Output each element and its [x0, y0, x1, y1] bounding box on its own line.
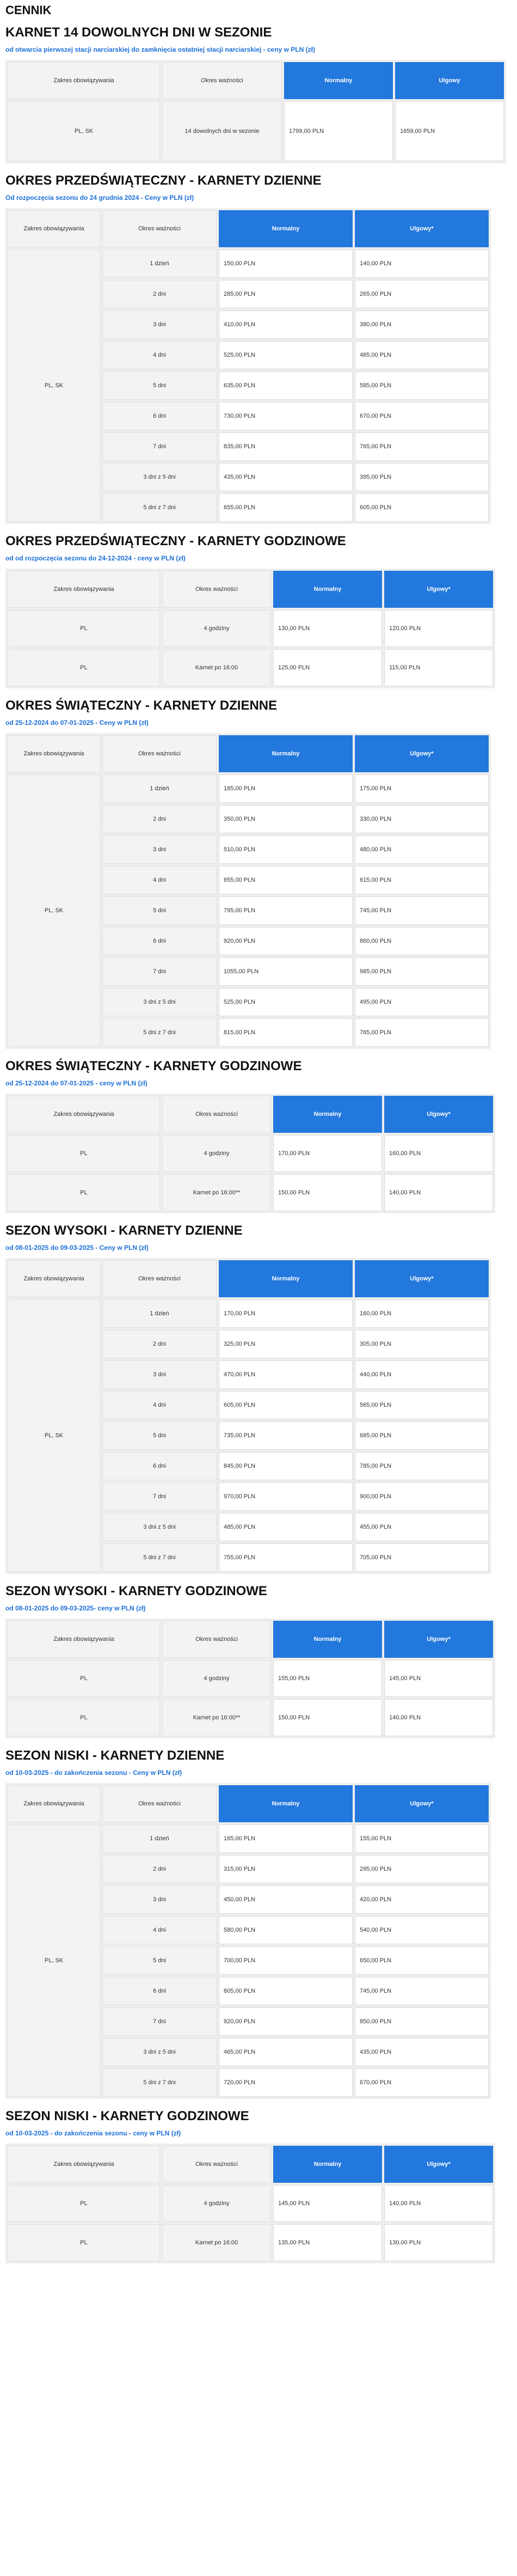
section-subtitle: od 08-01-2025 do 09-03-2025 - Ceny w PLN (zł) [5, 1244, 149, 1252]
period-cell: 7 dni [102, 1482, 217, 1511]
normal-price-cell: 605,00 PLN [219, 1391, 353, 1419]
header-normal: Normalny [219, 1260, 353, 1297]
zone-cell: PL [8, 1174, 160, 1211]
normal-price-cell: 145,00 PLN [273, 2185, 382, 2222]
table-row [8, 249, 489, 278]
normal-price-cell: 730,00 PLN [219, 402, 353, 430]
header-period: Okres ważności [102, 1260, 217, 1297]
section-subtitle: od 25-12-2024 do 07-01-2025 - ceny w PLN (zł) [5, 1079, 147, 1087]
table-row [8, 610, 493, 647]
reduced-price-cell: 295,00 PLN [355, 1855, 489, 1883]
reduced-price-cell: 860,00 PLN [355, 927, 489, 955]
price-table [5, 733, 491, 1049]
period-cell: 4 dni [102, 1916, 217, 1944]
reduced-price-cell: 175,00 PLN [355, 774, 489, 803]
section-title: SEZON NISKI - KARNETY GODZINOWE [5, 2109, 249, 2123]
table-row [8, 2224, 493, 2261]
normal-price-cell: 1799,00 PLN [284, 101, 393, 161]
period-cell: 3 dni z 5 dni [102, 2038, 217, 2066]
normal-price-cell: 150,00 PLN [273, 1174, 382, 1211]
reduced-price-cell: 140,00 PLN [384, 1699, 493, 1736]
normal-price-cell: 450,00 PLN [219, 1885, 353, 1914]
price-section [5, 2109, 512, 2263]
reduced-price-cell: 765,00 PLN [355, 432, 489, 461]
table-row [8, 1174, 493, 1211]
section-title: OKRES PRZEDŚWIĄTECZNY - KARNETY DZIENNE [5, 173, 322, 188]
reduced-price-cell: 670,00 PLN [355, 402, 489, 430]
header-normal: Normalny [273, 1621, 382, 1658]
table-row [8, 1699, 493, 1736]
section-subtitle: od 10-03-2025 - do zakończenia sezonu - ceny w PLN (zł) [5, 2129, 181, 2137]
period-cell: 4 dni [102, 341, 217, 369]
reduced-price-cell: 155,00 PLN [355, 1824, 489, 1853]
reduced-price-cell: 685,00 PLN [355, 1421, 489, 1450]
normal-price-cell: 805,00 PLN [219, 1977, 353, 2005]
period-cell: 6 dni [102, 927, 217, 955]
reduced-price-cell: 440,00 PLN [355, 1360, 489, 1389]
header-zone: Zakres obowiązywania [8, 1621, 160, 1658]
period-cell: 3 dni z 5 dni [102, 988, 217, 1016]
reduced-price-cell: 495,00 PLN [355, 988, 489, 1016]
period-cell: 7 dni [102, 957, 217, 986]
table-row [8, 774, 489, 803]
zone-cell: PL [8, 1660, 160, 1697]
period-cell: 5 dni [102, 896, 217, 925]
table-header-row [8, 1785, 489, 1822]
table-header-row [8, 1260, 489, 1297]
reduced-price-cell: 785,00 PLN [355, 1452, 489, 1480]
price-section [5, 1059, 512, 1213]
normal-price-cell: 350,00 PLN [219, 805, 353, 833]
normal-price-cell: 755,00 PLN [219, 1543, 353, 1572]
header-period: Okres ważności [162, 2146, 271, 2183]
reduced-price-cell: 985,00 PLN [355, 957, 489, 986]
reduced-price-cell: 745,00 PLN [355, 896, 489, 925]
period-cell: 6 dni [102, 1977, 217, 2005]
period-cell: 1 dzień [102, 1299, 217, 1328]
period-cell: 4 dni [102, 866, 217, 894]
period-cell: 4 godziny [162, 610, 271, 647]
reduced-price-cell: 265,00 PLN [355, 280, 489, 308]
normal-price-cell: 845,00 PLN [219, 1452, 353, 1480]
period-cell: Karnet po 16:00 [162, 2224, 271, 2261]
section-title: OKRES ŚWIĄTECZNY - KARNETY DZIENNE [5, 698, 278, 713]
period-cell: 2 dni [102, 805, 217, 833]
period-cell: 3 dni [102, 835, 217, 864]
normal-price-cell: 465,00 PLN [219, 2038, 353, 2066]
period-cell: 2 dni [102, 1330, 217, 1358]
header-reduced: Ulgowy* [355, 1260, 489, 1297]
price-section [5, 173, 512, 524]
header-reduced: Ulgowy [395, 62, 504, 99]
header-zone: Zakres obowiązywania [8, 735, 100, 772]
price-section [5, 25, 512, 163]
reduced-price-cell: 305,00 PLN [355, 1330, 489, 1358]
normal-price-cell: 470,00 PLN [219, 1360, 353, 1389]
period-cell: Karnet po 16:00 [162, 649, 271, 686]
reduced-price-cell: 615,00 PLN [355, 866, 489, 894]
reduced-price-cell: 480,00 PLN [355, 835, 489, 864]
reduced-price-cell: 1659,00 PLN [395, 101, 504, 161]
header-zone: Zakres obowiązywania [8, 1096, 160, 1133]
header-zone: Zakres obowiązywania [8, 1785, 100, 1822]
normal-price-cell: 435,00 PLN [219, 463, 353, 491]
normal-price-cell: 835,00 PLN [219, 432, 353, 461]
header-reduced: Ulgowy* [384, 571, 493, 608]
period-cell: 7 dni [102, 2007, 217, 2036]
header-reduced: Ulgowy* [384, 1621, 493, 1658]
normal-price-cell: 655,00 PLN [219, 493, 353, 522]
zone-cell: PL [8, 1135, 160, 1172]
table-row [8, 1660, 493, 1697]
period-cell: 2 dni [102, 1855, 217, 1883]
header-period: Okres ważności [162, 62, 282, 99]
normal-price-cell: 635,00 PLN [219, 371, 353, 400]
table-header-row [8, 62, 504, 99]
table-header-row [8, 2146, 493, 2183]
normal-price-cell: 130,00 PLN [273, 610, 382, 647]
header-reduced: Ulgowy* [384, 1096, 493, 1133]
header-normal: Normalny [219, 1785, 353, 1822]
zone-cell: PL [8, 2185, 160, 2222]
header-period: Okres ważności [102, 1785, 217, 1822]
normal-price-cell: 125,00 PLN [273, 649, 382, 686]
period-cell: 5 dni [102, 1946, 217, 1975]
normal-price-cell: 150,00 PLN [219, 249, 353, 278]
zone-cell: PL [8, 649, 160, 686]
table-row [8, 2185, 493, 2222]
zone-cell: PL, SK [8, 101, 160, 161]
period-cell: 3 dni [102, 310, 217, 339]
header-normal: Normalny [273, 571, 382, 608]
price-table [5, 1619, 495, 1738]
reduced-price-cell: 330,00 PLN [355, 805, 489, 833]
normal-price-cell: 1055,00 PLN [219, 957, 353, 986]
period-cell: 7 dni [102, 432, 217, 461]
normal-price-cell: 720,00 PLN [219, 2068, 353, 2097]
reduced-price-cell: 455,00 PLN [355, 1513, 489, 1541]
period-cell: 4 godziny [162, 1135, 271, 1172]
normal-price-cell: 170,00 PLN [273, 1135, 382, 1172]
normal-price-cell: 525,00 PLN [219, 988, 353, 1016]
period-cell: 5 dni z 7 dni [102, 493, 217, 522]
normal-price-cell: 735,00 PLN [219, 1421, 353, 1450]
reduced-price-cell: 420,00 PLN [355, 1885, 489, 1914]
price-table [5, 60, 506, 163]
normal-price-cell: 485,00 PLN [219, 1513, 353, 1541]
header-normal: Normalny [284, 62, 393, 99]
table-row [8, 649, 493, 686]
price-table [5, 1094, 495, 1213]
normal-price-cell: 970,00 PLN [219, 1482, 353, 1511]
period-cell: 4 godziny [162, 2185, 271, 2222]
header-period: Okres ważności [162, 1096, 271, 1133]
reduced-price-cell: 650,00 PLN [355, 1946, 489, 1975]
normal-price-cell: 815,00 PLN [219, 1018, 353, 1047]
price-section [5, 698, 512, 1049]
period-cell: 5 dni [102, 1421, 217, 1450]
header-zone: Zakres obowiązywania [8, 62, 160, 99]
normal-price-cell: 920,00 PLN [219, 2007, 353, 2036]
reduced-price-cell: 160,00 PLN [355, 1299, 489, 1328]
reduced-price-cell: 435,00 PLN [355, 2038, 489, 2066]
normal-price-cell: 150,00 PLN [273, 1699, 382, 1736]
header-zone: Zakres obowiązywania [8, 571, 160, 608]
reduced-price-cell: 565,00 PLN [355, 1391, 489, 1419]
table-header-row [8, 210, 489, 247]
reduced-price-cell: 745,00 PLN [355, 1977, 489, 2005]
period-cell: 4 godziny [162, 1660, 271, 1697]
normal-price-cell: 525,00 PLN [219, 341, 353, 369]
zone-cell: PL [8, 610, 160, 647]
zone-cell: PL [8, 1699, 160, 1736]
normal-price-cell: 315,00 PLN [219, 1855, 353, 1883]
reduced-price-cell: 485,00 PLN [355, 341, 489, 369]
period-cell: 14 dowolnych dni w sezonie [162, 101, 282, 161]
period-cell: 5 dni z 7 dni [102, 1018, 217, 1047]
zone-cell: PL, SK [8, 249, 100, 522]
period-cell: Karnet po 16:00** [162, 1174, 271, 1211]
header-period: Okres ważności [162, 1621, 271, 1658]
section-title: SEZON NISKI - KARNETY DZIENNE [5, 1748, 225, 1763]
header-reduced: Ulgowy* [384, 2146, 493, 2183]
normal-price-cell: 165,00 PLN [219, 1824, 353, 1853]
price-table [5, 208, 491, 524]
section-subtitle: od 10-03-2025 - do zakończenia sezonu - Ceny w PLN (zł) [5, 1769, 182, 1777]
table-row [8, 1824, 489, 1853]
section-title: KARNET 14 DOWOLNYCH DNI W SEZONIE [5, 25, 272, 40]
reduced-price-cell: 130,00 PLN [384, 2224, 493, 2261]
reduced-price-cell: 140,00 PLN [355, 249, 489, 278]
table-row [8, 1299, 489, 1328]
period-cell: 1 dzień [102, 774, 217, 803]
page-title: CENNIK [5, 3, 52, 17]
period-cell: 6 dni [102, 402, 217, 430]
price-section [5, 1748, 512, 2099]
reduced-price-cell: 145,00 PLN [384, 1660, 493, 1697]
header-normal: Normalny [219, 210, 353, 247]
section-subtitle: od 08-01-2025 do 09-03-2025- ceny w PLN (zł) [5, 1604, 146, 1612]
period-cell: 3 dni z 5 dni [102, 463, 217, 491]
price-section [5, 534, 512, 688]
period-cell: Karnet po 16:00** [162, 1699, 271, 1736]
section-title: OKRES ŚWIĄTECZNY - KARNETY GODZINOWE [5, 1059, 302, 1073]
price-table [5, 2144, 495, 2263]
normal-price-cell: 325,00 PLN [219, 1330, 353, 1358]
normal-price-cell: 920,00 PLN [219, 927, 353, 955]
period-cell: 4 dni [102, 1391, 217, 1419]
header-normal: Normalny [273, 2146, 382, 2183]
reduced-price-cell: 900,00 PLN [355, 1482, 489, 1511]
section-subtitle: od otwarcia pierwszej stacji narciarskiej do zamknięcia ostatniej stacji narciarskiej - ceny w PLN (zł) [5, 46, 315, 53]
section-title: OKRES PRZEDŚWIĄTECZNY - KARNETY GODZINOWE [5, 534, 346, 548]
period-cell: 3 dni z 5 dni [102, 1513, 217, 1541]
header-reduced: Ulgowy* [355, 735, 489, 772]
header-reduced: Ulgowy* [355, 210, 489, 247]
period-cell: 5 dni z 7 dni [102, 2068, 217, 2097]
header-period: Okres ważności [162, 571, 271, 608]
price-table [5, 1258, 491, 1574]
reduced-price-cell: 585,00 PLN [355, 371, 489, 400]
header-zone: Zakres obowiązywania [8, 2146, 160, 2183]
table-header-row [8, 571, 493, 608]
reduced-price-cell: 540,00 PLN [355, 1916, 489, 1944]
zone-cell: PL, SK [8, 1824, 100, 2097]
period-cell: 3 dni [102, 1885, 217, 1914]
table-row [8, 101, 504, 161]
reduced-price-cell: 115,00 PLN [384, 649, 493, 686]
header-period: Okres ważności [102, 735, 217, 772]
period-cell: 6 dni [102, 1452, 217, 1480]
price-table [5, 1783, 491, 2099]
reduced-price-cell: 765,00 PLN [355, 1018, 489, 1047]
header-normal: Normalny [219, 735, 353, 772]
header-period: Okres ważności [102, 210, 217, 247]
section-title: SEZON WYSOKI - KARNETY DZIENNE [5, 1223, 243, 1238]
header-zone: Zakres obowiązywania [8, 1260, 100, 1297]
section-title: SEZON WYSOKI - KARNETY GODZINOWE [5, 1584, 267, 1598]
header-normal: Normalny [273, 1096, 382, 1133]
period-cell: 3 dni [102, 1360, 217, 1389]
header-zone: Zakres obowiązywania [8, 210, 100, 247]
price-section [5, 1584, 512, 1738]
reduced-price-cell: 705,00 PLN [355, 1543, 489, 1572]
normal-price-cell: 795,00 PLN [219, 896, 353, 925]
header-reduced: Ulgowy* [355, 1785, 489, 1822]
period-cell: 5 dni z 7 dni [102, 1543, 217, 1572]
normal-price-cell: 170,00 PLN [219, 1299, 353, 1328]
price-sections [5, 25, 512, 2263]
normal-price-cell: 185,00 PLN [219, 774, 353, 803]
reduced-price-cell: 395,00 PLN [355, 463, 489, 491]
reduced-price-cell: 120,00 PLN [384, 610, 493, 647]
table-header-row [8, 735, 489, 772]
price-section [5, 1223, 512, 1574]
normal-price-cell: 580,00 PLN [219, 1916, 353, 1944]
zone-cell: PL, SK [8, 1299, 100, 1572]
reduced-price-cell: 380,00 PLN [355, 310, 489, 339]
table-row [8, 1135, 493, 1172]
section-subtitle: od od rozpoczęcia sezonu do 24-12-2024 - ceny w PLN (zł) [5, 554, 186, 562]
section-subtitle: Od rozpoczęcia sezonu do 24 grudnia 2024 - Ceny w PLN (zł) [5, 194, 194, 202]
normal-price-cell: 655,00 PLN [219, 866, 353, 894]
reduced-price-cell: 140,00 PLN [384, 2185, 493, 2222]
period-cell: 5 dni [102, 371, 217, 400]
normal-price-cell: 155,00 PLN [273, 1660, 382, 1697]
reduced-price-cell: 670,00 PLN [355, 2068, 489, 2097]
period-cell: 2 dni [102, 280, 217, 308]
table-header-row [8, 1096, 493, 1133]
zone-cell: PL [8, 2224, 160, 2261]
reduced-price-cell: 605,00 PLN [355, 493, 489, 522]
section-subtitle: od 25-12-2024 do 07-01-2025 - Ceny w PLN (zł) [5, 719, 149, 727]
normal-price-cell: 285,00 PLN [219, 280, 353, 308]
price-table [5, 569, 495, 688]
reduced-price-cell: 160,00 PLN [384, 1135, 493, 1172]
table-header-row [8, 1621, 493, 1658]
normal-price-cell: 135,00 PLN [273, 2224, 382, 2261]
period-cell: 1 dzień [102, 249, 217, 278]
period-cell: 1 dzień [102, 1824, 217, 1853]
reduced-price-cell: 850,00 PLN [355, 2007, 489, 2036]
normal-price-cell: 410,00 PLN [219, 310, 353, 339]
zone-cell: PL, SK [8, 774, 100, 1047]
reduced-price-cell: 140,00 PLN [384, 1174, 493, 1211]
normal-price-cell: 700,00 PLN [219, 1946, 353, 1975]
normal-price-cell: 510,00 PLN [219, 835, 353, 864]
